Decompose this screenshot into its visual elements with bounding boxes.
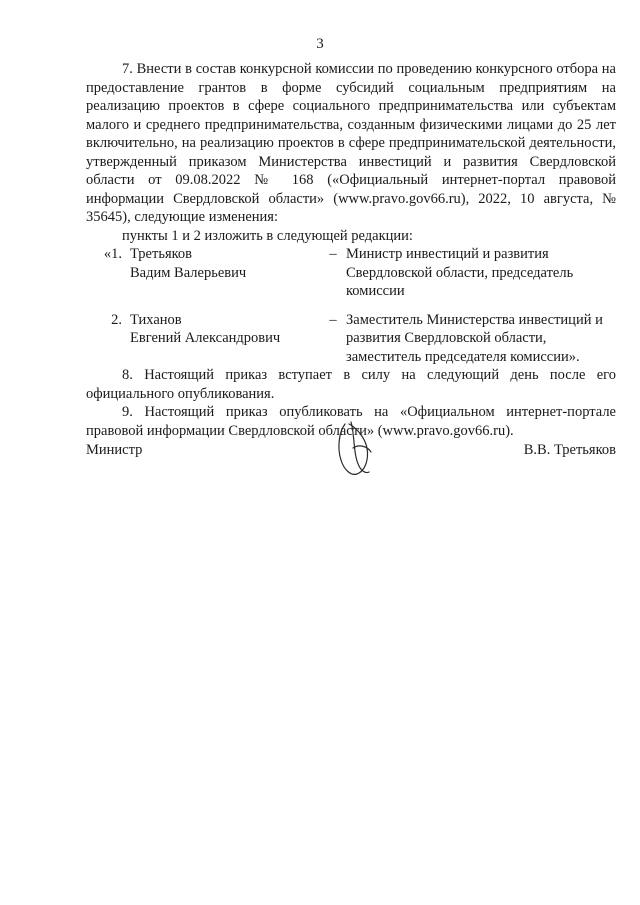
member-given-name: Вадим Валерьевич — [130, 264, 247, 281]
member-dash: – — [329, 246, 337, 262]
member-name — [130, 245, 320, 301]
document-body — [86, 60, 616, 440]
member-name — [130, 311, 320, 367]
member-role: Министр инвестиций и развития Свердловской области, председатель комиссии — [346, 246, 574, 299]
signature-block — [86, 440, 616, 470]
paragraph-9: 9. Настоящий приказ опубликовать на «Официальном интернет-портале правовой информации Свердловской области» (www.pravo.gov66.ru). — [86, 404, 616, 439]
handwritten-signature — [331, 418, 381, 480]
member-row — [86, 245, 616, 301]
member-surname: Тиханов — [130, 311, 182, 328]
member-dash: – — [329, 311, 337, 328]
member-surname: Третьяков — [130, 246, 193, 262]
page-number: 3 — [316, 36, 324, 52]
member-role: Заместитель Министерства инвестиций и развития Свердловской области, заместитель председателя комиссии». — [346, 311, 603, 365]
paragraph-intro: пункты 1 и 2 изложить в следующей редакции: — [122, 227, 413, 244]
member-number: «1. — [103, 246, 122, 262]
commission-members-table — [86, 245, 616, 366]
member-given-name: Евгений Александрович — [130, 330, 281, 346]
member-number: 2. — [111, 311, 122, 328]
signatory-title: Министр — [86, 442, 143, 458]
member-row — [86, 311, 616, 367]
paragraph-8: 8. Настоящий приказ вступает в силу на следующий день после его официального опубликования. — [86, 367, 616, 402]
signatory-name: В.В. Третьяков — [523, 442, 616, 458]
paragraph-7: 7. Внести в состав конкурсной комиссии по проведению конкурсного отбора на предоставление грантов в форме субсидий социальным предприятиям на реализацию проектов в сфере социального предпринимательства или субъектам малого и среднего предпринимательства, созданным физическими лицами до 25 лет включительно, на реализацию проектов в сфере предпринимательской деятельности, утвержденный приказом Министерства инвестиций и развития Свердловской области от 09.08.2022 № 168 («Официальный интернет-портал правовой информации Свердловской области» (www.pravo.gov66.ru), 2022, 10 августа, № 35645), следующие изменения: — [86, 61, 616, 225]
